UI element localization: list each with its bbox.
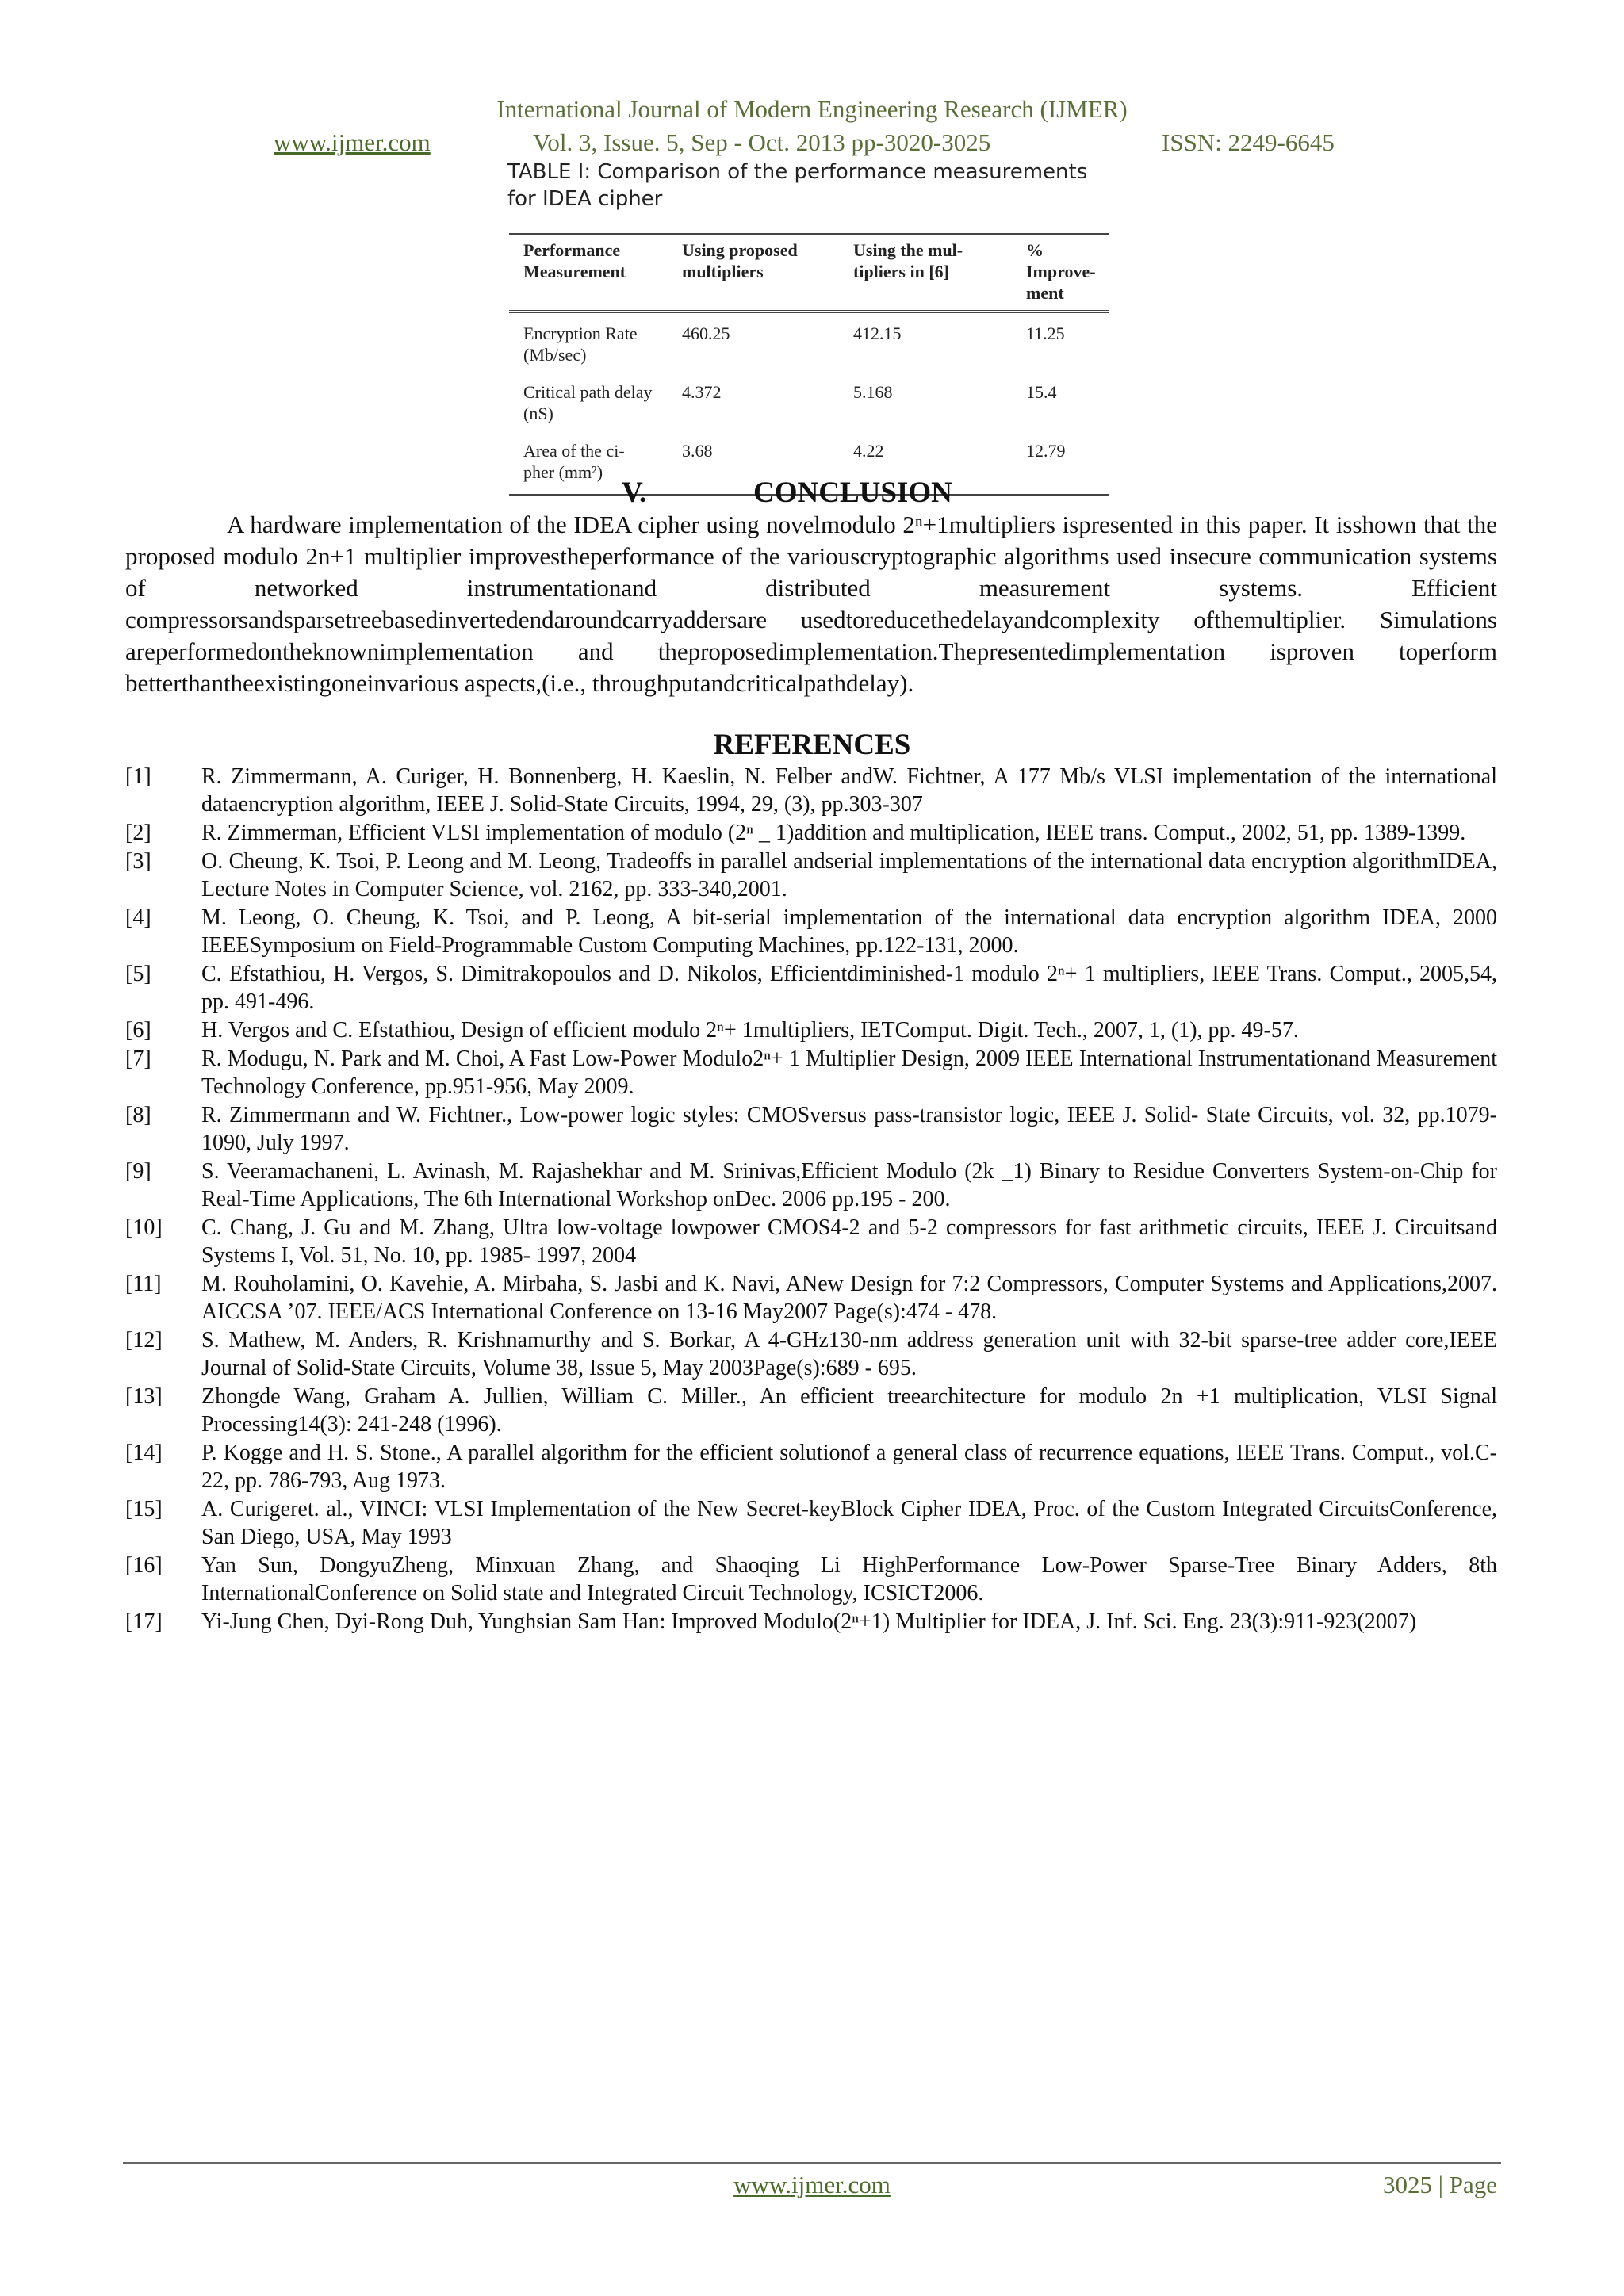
table-cell: 4.22	[839, 430, 1012, 495]
table-cell: 412.15	[853, 323, 902, 343]
reference-item	[125, 1101, 1497, 1157]
reference-text: A. Curigeret. al., VINCI: VLSI Implementation of the New Secret-keyBlock Cipher IDEA, Proc. of the Custom Integrated CircuitsConference, San Diego, USA, May 1993	[201, 1497, 1497, 1549]
reference-item	[125, 1439, 1497, 1494]
section-title: CONCLUSION	[753, 476, 952, 509]
table-cell: 15.4	[1026, 382, 1057, 402]
reference-number: [11]	[125, 1272, 162, 1296]
journal-url-link[interactable]: www.ijmer.com	[274, 128, 431, 156]
reference-text: R. Zimmermann, A. Curiger, H. Bonnenberg, H. Kaeslin, N. Felber andW. Fichtner, A 177 Mb/s VLSI implementation of the international dataencryption algorithm, IEEE J. Solid-State Circuits, 1994, 29, (3), pp.303-307	[201, 764, 1497, 817]
reference-text: M. Rouholamini, O. Kavehie, A. Mirbaha, S. Jasbi and K. Navi, ANew Design for 7:2 Compressors, Computer Systems and Applications,2007. AICCSA ’07. IEEE/ACS International Conference on 13-16 May2007 Page(s):474 - 478.	[201, 1272, 1497, 1324]
table-caption: TABLE I: Comparison of the performance measurements for IDEA cipher	[508, 160, 1088, 211]
reference-number: [3]	[125, 849, 151, 874]
reference-number: [17]	[125, 1609, 163, 1634]
table-cell: 5.168	[853, 382, 893, 402]
reference-item	[125, 1326, 1497, 1382]
table-header-cell: Using the mul- tipliers in [6]	[839, 234, 1012, 312]
reference-text: H. Vergos and C. Efstathiou, Design of efficient modulo 2ⁿ+ 1multipliers, IETComput. Digit. Tech., 2007, 1, (1), pp. 49-57.	[201, 1018, 1299, 1043]
performance-table	[509, 233, 1109, 496]
page-number: 3025 | Page	[1383, 2171, 1497, 2198]
reference-number: [14]	[125, 1441, 163, 1465]
references-list	[125, 763, 1497, 1636]
table-cell: 460.25	[682, 323, 730, 343]
references-heading: REFERENCES	[713, 729, 911, 761]
conclusion-paragraph: A hardware implementation of the IDEA cipher using novelmodulo 2ⁿ+1multipliers ispresented in this paper. It isshown that the proposed modulo 2n+1 multiplier improvestheperformance of the variouscryptographic algorithms used insecure communication systems of networked instrumentationand distributed measurement systems. Efficient compressorsandsparsetreebasedinvertedendaroundcarryaddersare usedtoreducethedelayandcomplexity ofthemultiplier. Simulations areperformedontheknownimplementation and theproposedimplementation.Thepresentedimplementation isproven toperform betterthantheexistingoneinvarious aspects,(i.e., throughputandcriticalpathdelay).	[125, 511, 1497, 697]
reference-text: S. Veeramachaneni, L. Avinash, M. Rajashekhar and M. Srinivas,Efficient Modulo (2k _1) Binary to Residue Converters System-on-Chip for Real-Time Applications, The 6th International Workshop onDec. 2006 pp.195 - 200.	[201, 1159, 1497, 1211]
volume-info: Vol. 3, Issue. 5, Sep - Oct. 2013 pp-3020-3025	[533, 128, 991, 156]
reference-item	[125, 819, 1497, 847]
reference-number: [9]	[125, 1159, 151, 1184]
reference-text: P. Kogge and H. S. Stone., A parallel algorithm for the efficient solutionof a general class of recurrence equations, IEEE Trans. Comput., vol.C-22, pp. 786-793, Aug 1973.	[201, 1441, 1497, 1493]
table-cell: Critical path delay (nS)	[523, 382, 653, 423]
table-cell: 12.79	[1012, 430, 1109, 495]
reference-number: [15]	[125, 1497, 163, 1521]
reference-number: [2]	[125, 821, 151, 845]
reference-number: [16]	[125, 1553, 163, 1578]
reference-item	[125, 1158, 1497, 1213]
footer-url-link[interactable]: www.ijmer.com	[733, 2171, 891, 2198]
issn-info: ISSN: 2249-6645	[1162, 128, 1335, 156]
reference-number: [6]	[125, 1018, 151, 1043]
table-row	[509, 312, 1109, 372]
reference-item	[125, 1045, 1497, 1100]
reference-text: M. Leong, O. Cheung, K. Tsoi, and P. Leong, A bit-serial implementation of the international data encryption algorithm IDEA, 2000 IEEESymposium on Field-Programmable Custom Computing Machines, pp.122-131, 2000.	[201, 905, 1497, 958]
table-header-cell: Using proposed multipliers	[668, 234, 839, 312]
reference-item	[125, 1270, 1497, 1326]
reference-text: Yan Sun, DongyuZheng, Minxuan Zhang, and Shaoqing Li HighPerformance Low-Power Sparse-Tree Binary Adders, 8th InternationalConference on Solid state and Integrated Circuit Technology, ICSICT2006.	[201, 1553, 1497, 1605]
reference-item	[125, 904, 1497, 959]
reference-text: Zhongde Wang, Graham A. Jullien, William C. Miller., An efficient treearchitecture for modulo 2n +1 multiplication, VLSI Signal Processing14(3): 241-248 (1996).	[201, 1384, 1497, 1437]
reference-number: [5]	[125, 962, 151, 986]
table-cell: 4.372	[682, 382, 722, 402]
table-header-cell: % Improve- ment	[1012, 234, 1109, 312]
reference-item	[125, 1383, 1497, 1438]
reference-item	[125, 1016, 1497, 1044]
table-header-row	[509, 234, 1109, 312]
table-header-cell: Performance Measurement	[509, 234, 668, 312]
reference-item	[125, 1552, 1497, 1607]
reference-item	[125, 1214, 1497, 1269]
table-cell: 11.25	[1026, 323, 1065, 343]
footer-divider	[123, 2162, 1501, 2164]
performance-table-container	[509, 233, 1109, 496]
reference-text: O. Cheung, K. Tsoi, P. Leong and M. Leong, Tradeoffs in parallel andserial implementations of the international data encryption algorithmIDEA, Lecture Notes in Computer Science, vol. 2162, pp. 333-340,2001.	[201, 849, 1497, 901]
table-cell: 3.68	[668, 430, 839, 495]
reference-item	[125, 763, 1497, 818]
section-number: V.	[622, 476, 647, 509]
reference-text: R. Modugu, N. Park and M. Choi, A Fast Low-Power Modulo2ⁿ+ 1 Multiplier Design, 2009 IEEE International Instrumentationand Measurement Technology Conference, pp.951-956, May 2009.	[201, 1047, 1497, 1099]
reference-number: [1]	[125, 764, 151, 789]
reference-text: R. Zimmerman, Efficient VLSI implementation of modulo (2ⁿ _ 1)addition and multiplication, IEEE trans. Comput., 2002, 51, pp. 1389-1399.	[201, 821, 1466, 845]
reference-text: Yi-Jung Chen, Dyi-Rong Duh, Yunghsian Sam Han: Improved Modulo(2ⁿ+1) Multiplier for IDEA, J. Inf. Sci. Eng. 23(3):911-923(2007)	[201, 1609, 1417, 1634]
reference-text: S. Mathew, M. Anders, R. Krishnamurthy and S. Borkar, A 4-GHz130-nm address generation unit with 32-bit sparse-tree adder core,IEEE Journal of Solid-State Circuits, Volume 38, Issue 5, May 2003Page(s):689 - 695.	[201, 1328, 1497, 1380]
reference-number: [13]	[125, 1384, 163, 1409]
reference-number: [10]	[125, 1215, 163, 1240]
reference-text: C. Chang, J. Gu and M. Zhang, Ultra low-voltage lowpower CMOS4-2 and 5-2 compressors for fast arithmetic circuits, IEEE J. Circuitsand Systems I, Vol. 51, No. 10, pp. 1985- 1997, 2004	[201, 1215, 1497, 1268]
reference-number: [8]	[125, 1103, 151, 1127]
reference-text: R. Zimmermann and W. Fichtner., Low-power logic styles: CMOSversus pass-transistor logic, IEEE J. Solid- State Circuits, vol. 32, pp.1079-1090, July 1997.	[201, 1103, 1497, 1155]
reference-number: [12]	[125, 1328, 163, 1353]
reference-number: [7]	[125, 1047, 151, 1071]
table-cell: Area of the ci- pher (mm²)	[509, 430, 668, 495]
reference-text: C. Efstathiou, H. Vergos, S. Dimitrakopoulos and D. Nikolos, Efficientdiminished-1 modulo 2ⁿ+ 1 multipliers, IEEE Trans. Comput., 2005,54, pp. 491-496.	[201, 962, 1497, 1014]
journal-title: International Journal of Modern Engineering Research (IJMER)	[496, 95, 1128, 123]
reference-item	[125, 1495, 1497, 1551]
reference-item	[125, 1608, 1497, 1636]
table-cell: Encryption Rate (Mb/sec)	[523, 323, 638, 365]
reference-item	[125, 960, 1497, 1016]
reference-item	[125, 848, 1497, 903]
reference-number: [4]	[125, 905, 151, 930]
table-row	[509, 372, 1109, 430]
